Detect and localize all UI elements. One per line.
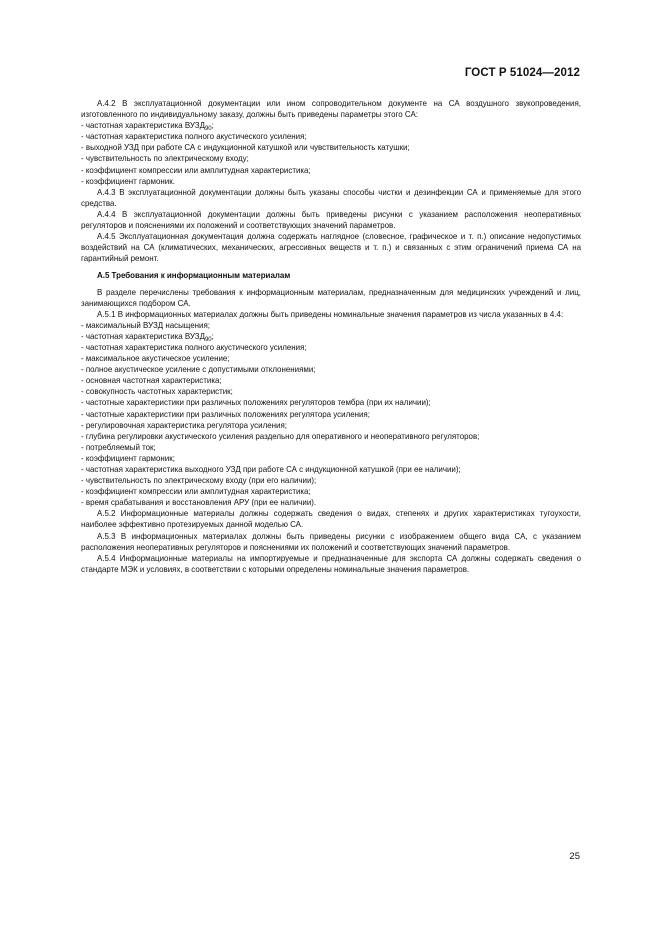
paragraph-a-4-5: А.4.5 Эксплуатационная документация должна содержать наглядное (словесное, графическое и т. п.) описание недопустимых воздействий на СА (климатических, механических, агрессивных веществ и т. п.) и связанных с этим ограничений приема СА на гарантийный ремонт. (81, 232, 581, 264)
paragraph-a-4-2: А.4.2 В эксплуатационной документации или ином сопроводительном документе на СА воздушного звукопроведения, изготовленного по индивидуальному заказу, должны быть приведены параметры этого СА: (81, 99, 581, 120)
list-item: - максимальное акустическое усиление; (81, 354, 230, 364)
paragraph-a-4-3: А.4.3 В эксплуатационной документации должны быть указаны способы чистки и дезинфекции СА и применяемые для этого средства. (81, 187, 581, 208)
list-item: - частотные характеристики при различных положениях регулятора усиления; (81, 409, 370, 419)
list-item: - чувствительность по электрическому входу; (81, 154, 249, 164)
section-title-a-5: А.5 Требования к информационным материалам (97, 270, 291, 280)
list-item: - чувствительность по электрическому входу (при его наличии); (81, 476, 317, 486)
paragraph-a-5-intro: В разделе перечислены требования к информационным материалам, предназначенным для медицинских учреждений и лиц, занимающихся подбором СА. (81, 287, 581, 308)
paragraph-a-5-3: А.5.3 В информационных материалах должны быть приведены рисунки с изображением общего вида СА, с указанием расположения неоперативных регуляторов и пояснениями их положений и соответствующих значений параметров. (81, 531, 581, 552)
document-body (81, 98, 581, 575)
list-a-5-1 (81, 320, 581, 509)
list-item: - частотная характеристика $ВУЗД_{90}$; (81, 331, 214, 343)
paragraph-a-5-4: А.5.4 Информационные материалы на импортируемые и предназначенные для экспорта СА должны содержать сведения о стандарте МЭК и условиях, в соответствии с которыми определены номинальные значения параметров. (81, 553, 581, 574)
list-item: - совокупность частотных характеристик; (81, 387, 233, 397)
list-a-4-2 (81, 120, 581, 187)
list-item: - потребляемый ток; (81, 442, 156, 452)
list-item: - максимальный ВУЗД насыщения; (81, 320, 210, 330)
list-item: - частотная характеристика полного акустического усиления; (81, 342, 307, 352)
page-number: 25 (569, 851, 580, 862)
list-item: - полное акустическое усиление с допустимыми отклонениями; (81, 365, 316, 375)
list-item: - частотная характеристика $ВУЗД_{90}$; (81, 121, 214, 133)
list-item: - выходной УЗД при работе СА с индукционной катушкой или чувствительность катушки; (81, 143, 410, 153)
list-item: - регулировочная характеристика регулятора усиления; (81, 420, 287, 430)
subscript: 90 (204, 126, 212, 133)
list-item: - время срабатывания и восстановления АРУ (при ее наличии). (81, 498, 317, 508)
list-item: - частотные характеристики при различных положениях регуляторов тембра (при их наличии); (81, 398, 431, 408)
list-item: - коэффициент гармоник. (81, 176, 175, 186)
list-item: - коэффициент компрессии или амплитудная характеристика; (81, 165, 311, 175)
list-item: - частотная характеристика выходного УЗД при работе СА с индукционной катушкой (при ее наличии); (81, 465, 461, 474)
list-item: - коэффициент компрессии или амплитудная характеристика; (81, 487, 311, 497)
paragraph-a-4-4: А.4.4 В эксплуатационной документации должны быть приведены рисунки с указанием расположения неоперативных регуляторов и пояснениями их положений и соответствующих значений параметров. (81, 209, 581, 231)
paragraph-a-5-1: А.5.1 В информационных материалах должны быть приведены номинальные значения параметров из числа указанных в 4.4: (97, 309, 564, 319)
subscript: 90 (204, 336, 212, 343)
list-item: - коэффициент гармоник; (81, 453, 175, 463)
list-item: - глубина регулировки акустического усиления раздельно для оперативного и неоперативного регуляторов; (81, 431, 480, 441)
document-header: ГОСТ Р 51024—2012 (464, 67, 580, 79)
list-item: - частотная характеристика полного акустического усиления; (81, 132, 307, 142)
paragraph-a-5-2: А.5.2 Информационные материалы должны содержать сведения о видах, степенях и других характеристиках тугоухости, наиболее эффективно протезируемых данной моделью СА. (81, 509, 581, 530)
list-item: - основная частотная характеристика; (81, 376, 222, 386)
